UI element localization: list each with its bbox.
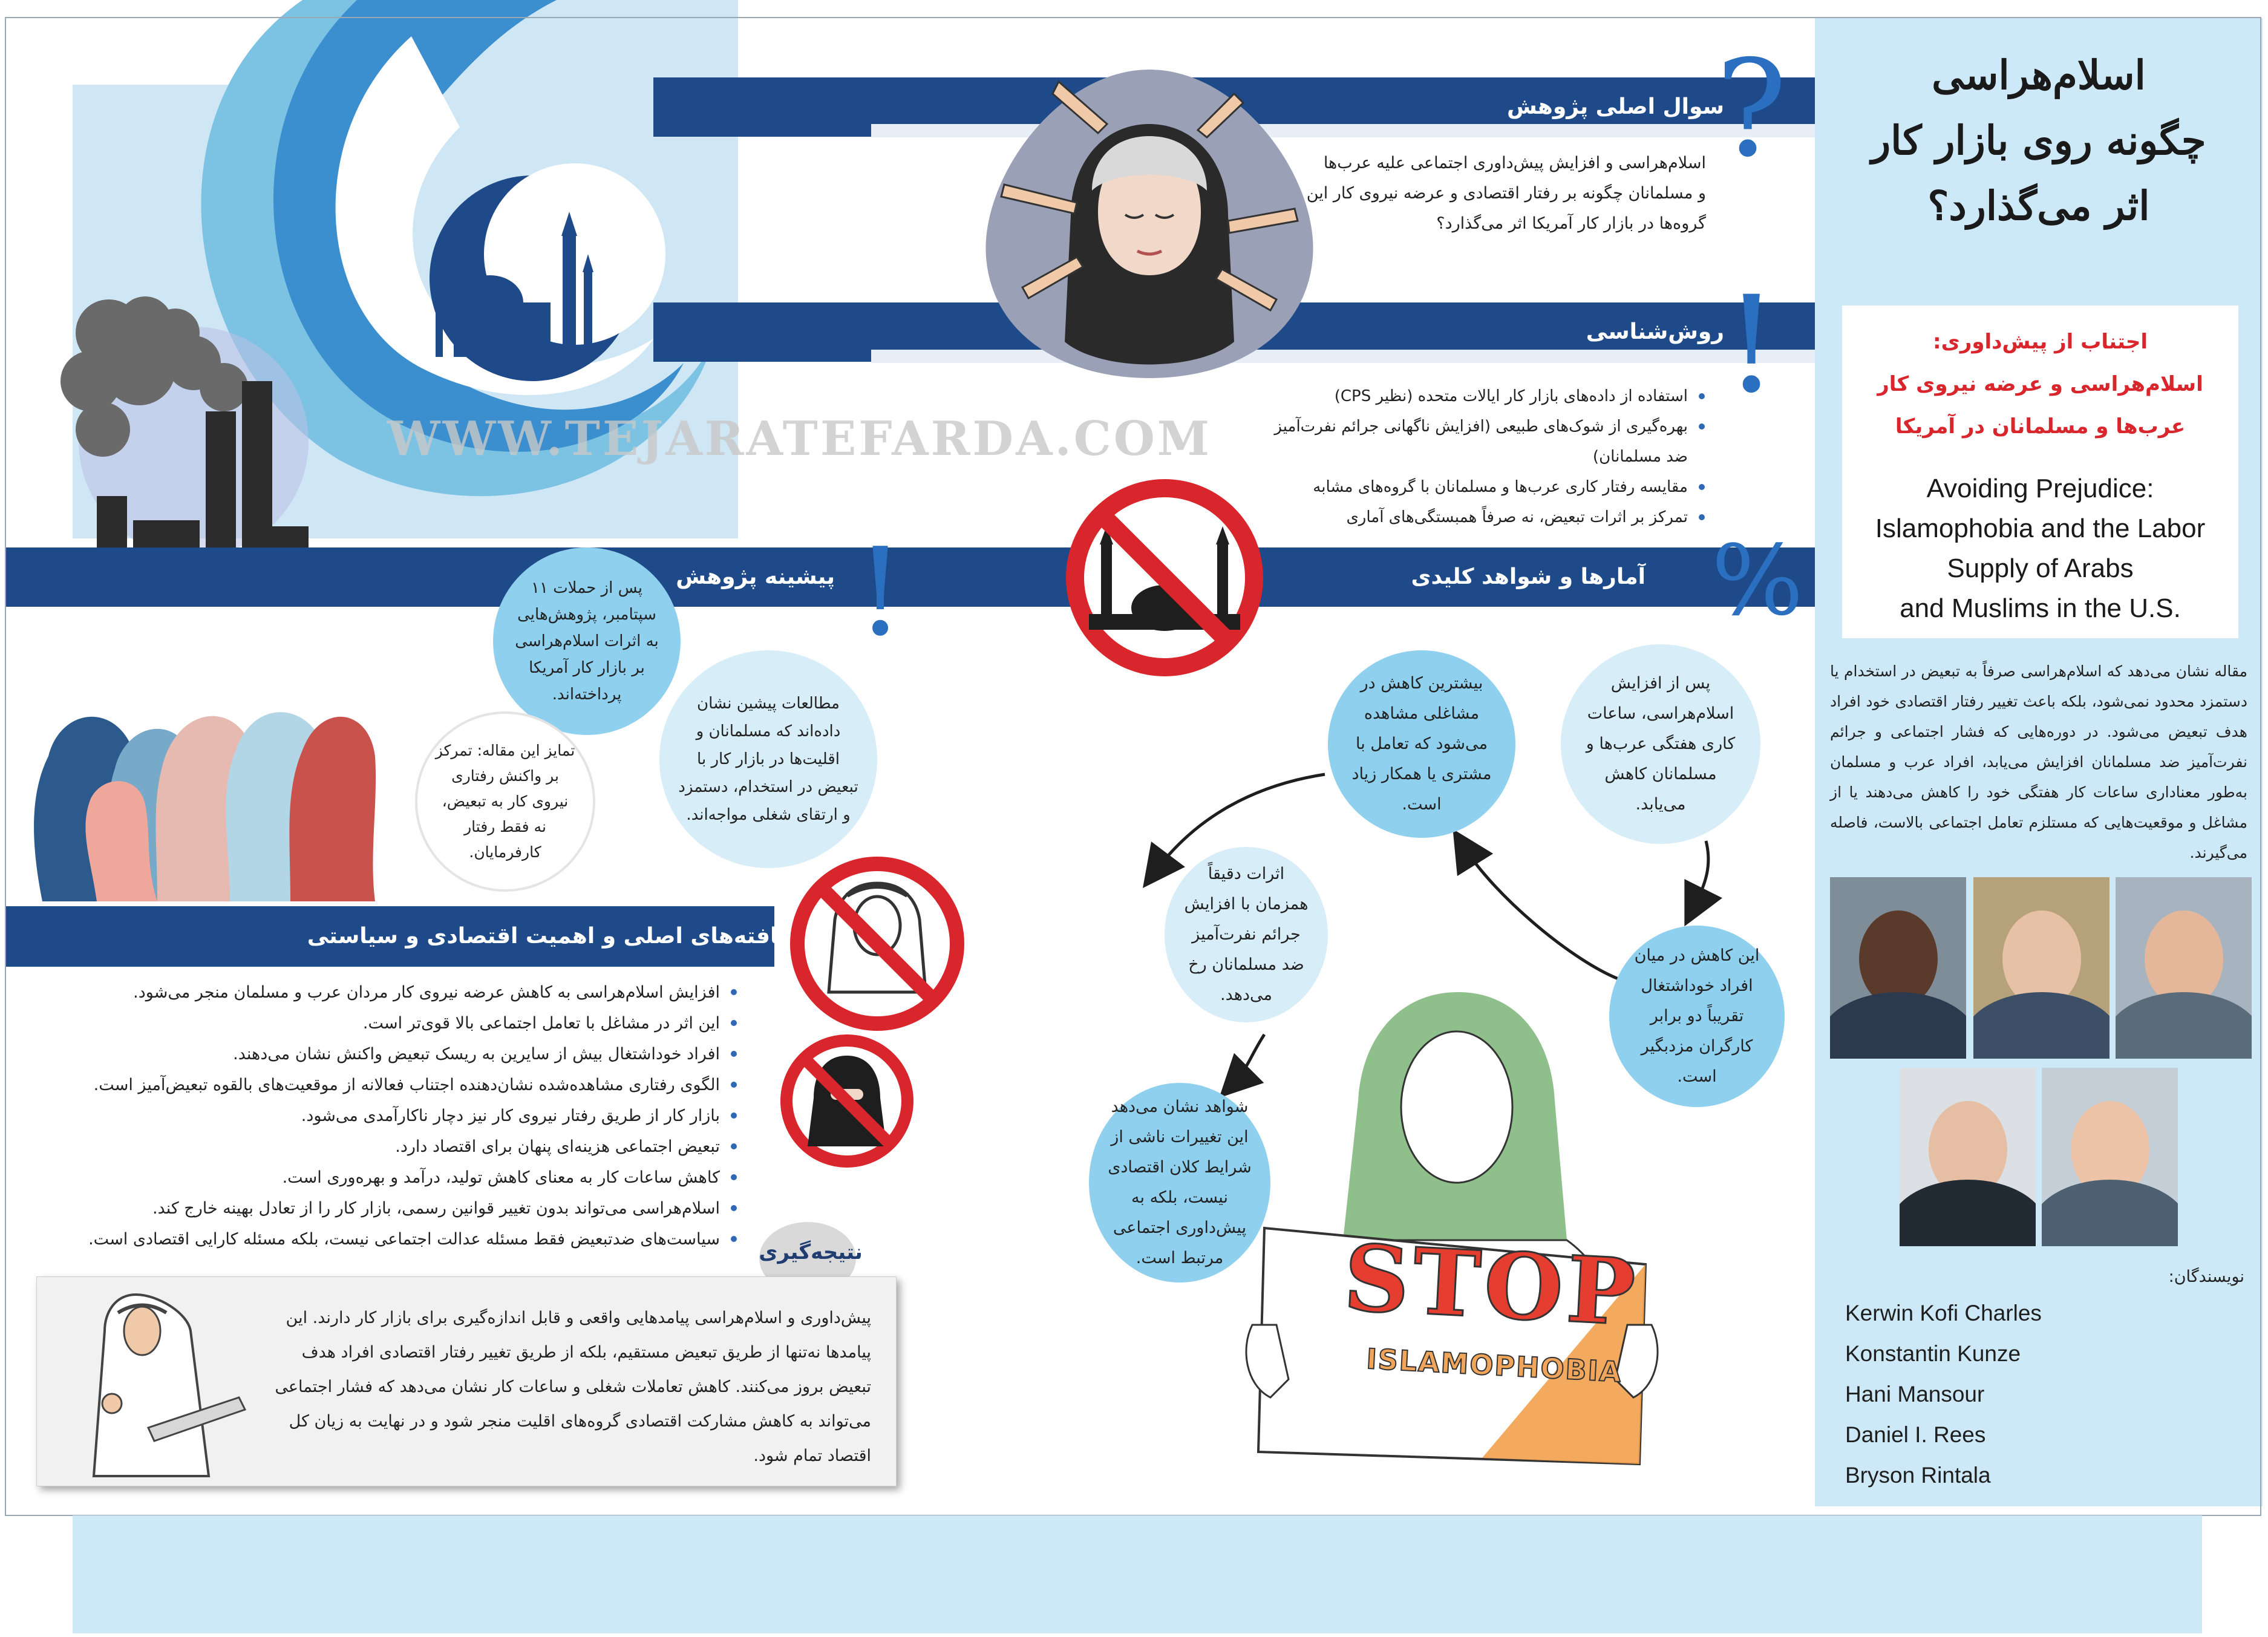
conclusion-line-1: پیش‌داوری و اسلام‌هراسی پیامدهایی واقعی و قابل اندازه‌گیری برای بازار کار دارند. این: [286, 1309, 871, 1327]
outer-frame: [5, 17, 2261, 1516]
question-line-3: گروه‌ها در بازار کار آمریکا اثر می‌گذارد؟: [1436, 214, 1706, 233]
conclusion-title: نتیجه‌گیری: [759, 1240, 863, 1264]
stats-title: آمارها و شواهد کلیدی: [1411, 564, 1645, 589]
stats-bubble-4-text: این کاهش در میان افراد خوداشتغال تقریباً دو برابر کارگران مزدبگیر است.: [1634, 946, 1760, 1086]
author-name-1: Kerwin Kofi Charles: [1845, 1301, 2042, 1325]
finding-item-5: بازار کار از طریق رفتار نیروی کار نیز دچار ناکارآمدی می‌شود.: [60, 1100, 720, 1131]
sidebar-title-line-1: اسلام‌هراسی: [1932, 51, 2146, 99]
conclusion-line-2: پیامدها نه‌تنها از طریق تبعیض مستقیم، بلکه از طریق تغییر رفتار اقتصادی افراد هدف: [301, 1343, 871, 1362]
methodology-symbol: !: [1724, 267, 1779, 422]
literature-symbol: !: [855, 522, 905, 663]
sidebar-english-line-3: Supply of Arabs: [1947, 554, 2134, 583]
literature-bubble-3-text: تمایز این مقاله: تمرکز بر واکنش رفتاری نیروی کار به تبعیض، نه فقط رفتار کارفرمایان.: [435, 742, 575, 861]
author-name-4: Daniel I. Rees: [1845, 1422, 1986, 1447]
author-name-2: Konstantin Kunze: [1845, 1341, 2021, 1366]
methodology-item-4: تمرکز بر اثرات تبعیض، نه صرفاً همبستگی‌های آماری: [1270, 502, 1688, 532]
sidebar-english-line-4: and Muslims in the U.S.: [1900, 593, 2181, 623]
question-line-2: و مسلمانان چگونه بر رفتار اقتصادی و عرضه نیروی کار این: [1306, 184, 1706, 203]
sidebar-title-line-3: اثر می‌گذارد؟: [1927, 182, 2150, 229]
author-name-5: Bryson Rintala: [1845, 1463, 1991, 1488]
stats-bubble-2-text: بیشترین کاهش در مشاغلی مشاهده می‌شود که تعامل با مشتری یا همکار زیاد است.: [1351, 674, 1492, 814]
sidebar-english-line-2: Islamophobia and the Labor: [1875, 514, 2206, 543]
finding-item-7: کاهش ساعات کار به معنای کاهش تولید، درآمد و بهره‌وری است.: [60, 1162, 720, 1193]
question-line-1: اسلام‌هراسی و افزایش پیش‌داوری اجتماعی علیه عرب‌ها: [1323, 154, 1706, 172]
watermark-text: WWW.TEJARATEFARDA.COM: [387, 411, 1212, 466]
literature-title: پیشینه پژوهش: [676, 564, 835, 589]
finding-item-1: افزایش اسلام‌هراسی به کاهش عرضه نیروی کار مردان عرب و مسلمان منجر می‌شود.: [60, 977, 720, 1008]
sidebar-title-line-2: چگونه روی بازار کار: [1871, 117, 2206, 164]
sidebar-red-line-2: اسلام‌هراسی و عرضه نیروی کار: [1877, 372, 2203, 396]
finding-item-6: تبعیض اجتماعی هزینه‌ای پنهان برای اقتصاد دارد.: [60, 1131, 720, 1162]
methodology-item-2: بهره‌گیری از شوک‌های طبیعی (افزایش ناگهانی جرائم نفرت‌آمیز ضد مسلمانان): [1270, 411, 1688, 472]
bottom-band: [73, 1515, 2202, 1633]
methodology-item-3: مقایسه رفتار کاری عرب‌ها و مسلمانان با گروه‌های مشابه: [1270, 472, 1688, 502]
finding-item-3: افراد خوداشتغال بیش از سایرین به ریسک تبعیض واکنش نشان می‌دهند.: [60, 1039, 720, 1070]
conclusion-line-3: تبعیض بروز می‌کنند. کاهش تعاملات شغلی و ساعات کار نشان می‌دهد که فشار اجتماعی: [275, 1377, 871, 1396]
stats-bubble-1-text: پس از افزایش اسلام‌هراسی، ساعات کاری هفتگی عرب‌ها و مسلمانان کاهش می‌یابد.: [1586, 674, 1736, 814]
conclusion-line-5: اقتصاد تمام شود.: [753, 1446, 871, 1465]
stop-sign-subtitle: ISLAMOPHOBIA: [1365, 1342, 1623, 1389]
question-symbol: ?: [1716, 31, 1787, 186]
findings-title: یافته‌های اصلی و اهمیت اقتصادی و سیاستی: [307, 924, 786, 949]
question-title: سوال اصلی پژوهش: [1507, 94, 1724, 119]
sidebar-english-line-1: Avoiding Prejudice:: [1926, 474, 2154, 503]
stats-bubble-3-text: اثرات دقیقاً همزمان با افزایش جرائم نفرت‌آمیز ضد مسلمانان رخ می‌دهد.: [1184, 864, 1309, 1004]
stop-sign-word: STOP: [1341, 1224, 1641, 1347]
finding-item-8: اسلام‌هراسی می‌تواند بدون تغییر قوانین رسمی، بازار کار را از تعادل بهینه خارج کند.: [60, 1193, 720, 1224]
methodology-item-1: استفاده از داده‌های بازار کار ایالات متحده (نظیر CPS): [1270, 381, 1688, 411]
finding-item-4: الگوی رفتاری مشاهده‌شده نشان‌دهنده اجتناب فعالانه از موقعیت‌های بالقوه تبعیض‌آمیز است.: [60, 1070, 720, 1100]
sidebar-red-line-3: عرب‌ها و مسلمانان در آمریکا: [1895, 414, 2186, 439]
finding-item-9: سیاست‌های ضدتبعیض فقط مسئله عدالت اجتماعی نیست، بلکه مسئله کارایی اقتصادی است.: [60, 1224, 720, 1255]
conclusion-line-4: می‌تواند به کاهش مشارکت اقتصادی گروه‌های اقلیت منجر شود و در نهایت به زیان کل: [289, 1412, 871, 1431]
finding-item-2: این اثر در مشاغل با تعامل اجتماعی بالا قوی‌تر است.: [60, 1008, 720, 1039]
stats-symbol: %: [1711, 524, 1804, 637]
sidebar-red-line-1: اجتناب از پیش‌داوری:: [1932, 330, 2148, 354]
authors-label: نویسندگان:: [2168, 1267, 2244, 1286]
literature-bubble-2-text: مطالعات پیشین نشان داده‌اند که مسلمانان و اقلیت‌ها در بازار کار با تبعیض در استخدام، دستمزد و ارتقای شغلی مواجه‌اند.: [678, 694, 858, 824]
methodology-title: روش‌شناسی: [1586, 319, 1724, 344]
literature-bubble-1-text: پس از حملات ۱۱ سپتامبر، پژوهش‌هایی به اثرات اسلام‌هراسی بر بازار کار آمریکا پرداخته‌اند.: [515, 579, 659, 704]
author-name-3: Hani Mansour: [1845, 1382, 1985, 1407]
sidebar-summary: مقاله نشان می‌دهد که اسلام‌هراسی صرفاً به تبعیض در استخدام یا دستمزد محدود نمی‌شود، بلکه باعث تغییر رفتار اقتصادی خود افراد هدف تبعیض می‌شود. در دوره‌هایی که فشار اجتماعی و جرائم نفرت‌آمیز ضد مسلمانان افزایش می‌یابد، افراد عرب و مسلمان به‌طور معناداری ساعات کار هفتگی خود را کاهش می‌دهند یا از مشاغل و موقعیت‌هایی که مستلزم تعامل اجتماعی بالاست، فاصله می‌گیرند.: [1830, 662, 2247, 861]
stats-bubble-5-text: شواهد نشان می‌دهد این تغییرات ناشی از شرایط کلان اقتصادی نیست، بلکه به پیش‌داوری اجتماعی مرتبط است.: [1108, 1097, 1252, 1267]
